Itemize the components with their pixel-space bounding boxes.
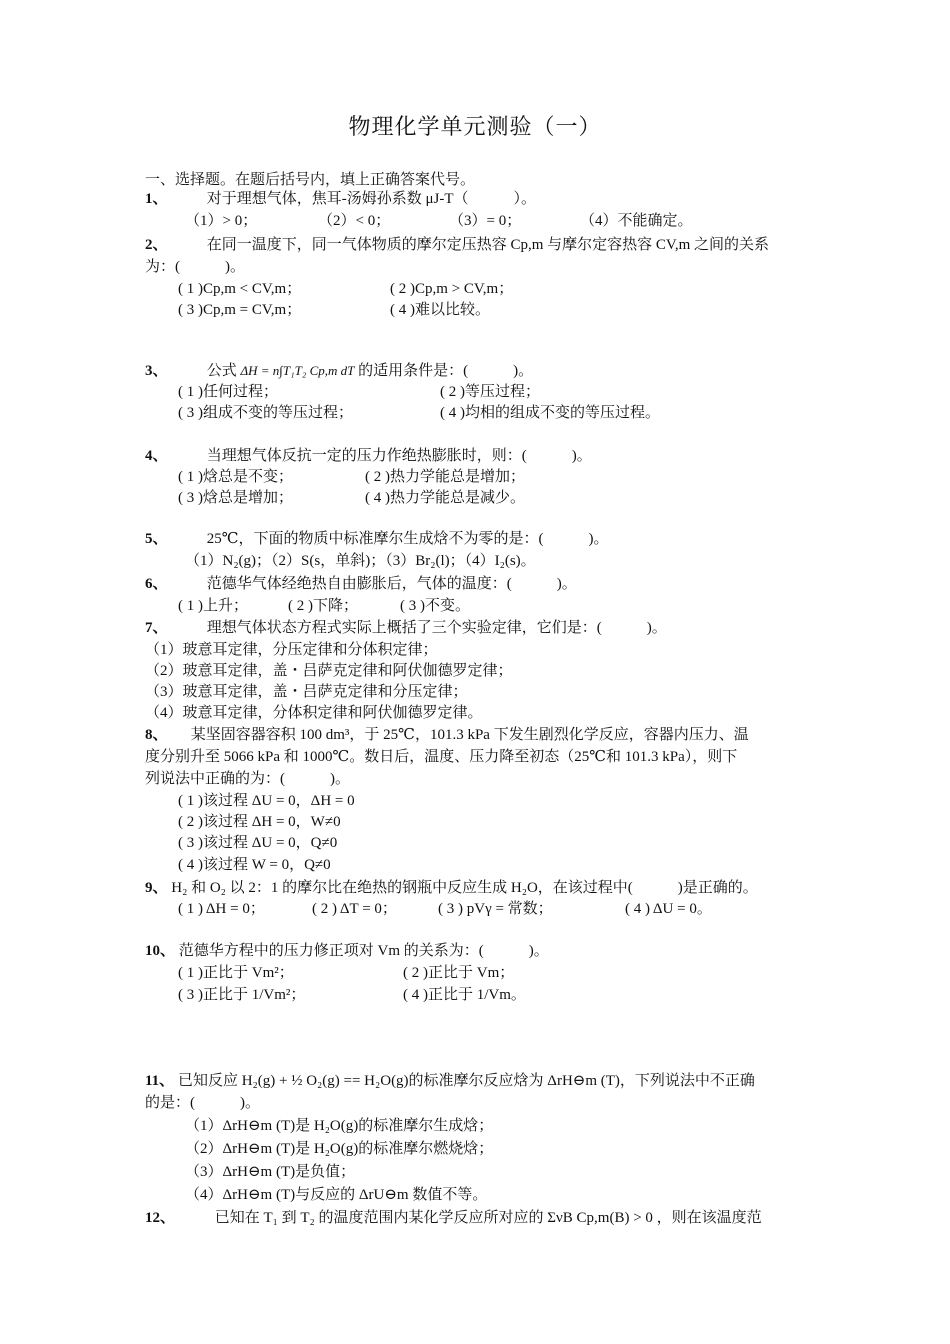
q4-option-1: ( 1 )焓总是不变； (178, 469, 293, 485)
section-heading: 一、选择题。在题后括号内，填上正确答案代号。 (145, 172, 476, 188)
q4-option-2: ( 2 )热力学能总是增加； (365, 469, 525, 485)
question-3 (145, 360, 815, 382)
q7-option-4: （4）玻意耳定律，分体积定律和阿伏伽德罗定律。 (145, 705, 483, 721)
question-text: 当理想气体反抗一定的压力作绝热膨胀时，则：( )。 (206, 448, 592, 464)
q7-option-2: （2）玻意耳定律，盖・吕萨克定律和阿伏伽德罗定律； (145, 663, 513, 679)
enthalpy-integral-formula: ΔH = n∫T₁T₂ Cp,m dT (240, 363, 355, 378)
question-1 (145, 188, 815, 210)
q11-option-2: （2）ΔrH⊖m (T)是 H₂O(g)的标准摩尔燃烧焓； (185, 1141, 494, 1157)
question-12 (145, 1207, 815, 1229)
question-number: 12、 (145, 1210, 176, 1226)
q6-option-1: ( 1 )上升； (178, 598, 248, 614)
q6-option-3: ( 3 )不变。 (400, 598, 470, 614)
question-number: 2、 (145, 237, 168, 253)
q2-option-1: ( 1 )Cp,m < CV,m； (178, 281, 302, 297)
q1-option-2: （2）< 0； (318, 213, 391, 229)
question-number: 4、 (145, 448, 168, 464)
question-text: 范德华方程中的压力修正项对 Vm 的关系为：( )。 (178, 943, 549, 959)
q1-option-1: （1）> 0； (185, 213, 258, 229)
q9-option-3: ( 3 ) pVγ = 常数； (438, 901, 553, 917)
question-text-line-1: 已知反应 H₂(g) + ½ O₂(g) == H₂O(g)的标准摩尔反应焓为 ΔrH⊖m (T)，下列说法中不正确 (177, 1073, 755, 1089)
question-2 (145, 234, 815, 256)
question-text-suffix: 的适用条件是：( )。 (358, 363, 534, 379)
question-text: 已知在 T₁ 到 T₂ 的温度范围内某化学反应所对应的 ΣνB Cp,m(B) > 0 ，则在该温度范 (214, 1210, 762, 1226)
question-text-line-3: 列说法中正确的为：( )。 (145, 771, 350, 787)
q3-option-1: ( 1 )任何过程； (178, 384, 278, 400)
q4-option-4: ( 4 )热力学能总是减少。 (365, 490, 525, 506)
question-7 (145, 617, 815, 639)
q8-option-2: ( 2 )该过程 ΔH = 0，W≠0 (178, 814, 341, 830)
question-number: 10、 (145, 943, 176, 959)
question-text: 对于理想气体，焦耳-汤姆孙系数 μJ-T（ ）。 (206, 191, 537, 207)
q11-option-1: （1）ΔrH⊖m (T)是 H₂O(g)的标准摩尔生成焓； (185, 1118, 494, 1134)
question-8-line-2 (145, 746, 815, 768)
question-text-prefix: 公式 (206, 363, 237, 379)
question-text-line-1: 某坚固容器容积 100 dm³，于 25℃，101.3 kPa 下发生剧烈化学反应，容器内压力、温 (190, 727, 749, 743)
q10-option-3: ( 3 )正比于 1/Vm²； (178, 987, 306, 1003)
q3-option-2: ( 2 )等压过程； (440, 384, 540, 400)
question-number: 3、 (145, 363, 168, 379)
question-text-line-1: 在同一温度下，同一气体物质的摩尔定压热容 Cp,m 与摩尔定容热容 CV,m 之间的关系 (206, 237, 769, 253)
q8-option-3: ( 3 )该过程 ΔU = 0，Q≠0 (178, 835, 338, 851)
q4-option-3: ( 3 )焓总是增加； (178, 490, 293, 506)
q5-options: （1）N₂(g)；（2）S(s，单斜)；（3）Br₂(l)；（4）I₂(s)。 (185, 553, 536, 569)
question-number: 6、 (145, 576, 168, 592)
question-number: 7、 (145, 620, 168, 636)
question-text: 理想气体状态方程式实际上概括了三个实验定律，它们是：( )。 (206, 620, 667, 636)
question-text-line-2: 为：( )。 (145, 259, 245, 275)
q8-option-4: ( 4 )该过程 W = 0，Q≠0 (178, 857, 331, 873)
question-number: 1、 (145, 191, 168, 207)
q7-option-1: （1）玻意耳定律，分压定律和分体积定律； (145, 642, 438, 658)
q11-option-4: （4）ΔrH⊖m (T)与反应的 ΔrU⊖m 数值不等。 (185, 1187, 488, 1203)
q10-option-2: ( 2 )正比于 Vm； (403, 965, 515, 981)
question-text-line-2: 度分别升至 5066 kPa 和 1000℃。数日后，温度、压力降至初态（25℃和 101.3 kPa），则下 (145, 749, 738, 765)
q1-option-3: （3）= 0； (449, 213, 522, 229)
question-6 (145, 573, 815, 595)
q9-option-2: ( 2 ) ΔT = 0； (312, 901, 397, 917)
question-text-line-2: 的是：( )。 (145, 1095, 260, 1111)
question-4 (145, 445, 815, 467)
q9-option-1: ( 1 ) ΔH = 0； (178, 901, 265, 917)
q10-option-1: ( 1 )正比于 Vm²； (178, 965, 294, 981)
question-10 (145, 940, 815, 962)
question-2-cont (145, 256, 815, 278)
q2-option-4: ( 4 )难以比较。 (390, 302, 490, 318)
question-text: 范德华气体经绝热自由膨胀后，气体的温度：( )。 (206, 576, 577, 592)
question-number: 9、 (145, 880, 168, 896)
question-11-line-2 (145, 1092, 815, 1114)
q6-option-2: ( 2 )下降； (288, 598, 358, 614)
q1-option-4: （4）不能确定。 (580, 213, 693, 229)
q3-option-4: ( 4 )均相的组成不变的等压过程。 (440, 405, 660, 421)
q9-option-4: ( 4 ) ΔU = 0。 (625, 901, 712, 917)
q7-option-3: （3）玻意耳定律，盖・吕萨克定律和分压定律； (145, 684, 468, 700)
question-text: H₂ 和 O₂ 以 2：1 的摩尔比在绝热的钢瓶中反应生成 H₂O，在该过程中( )是正确的。 (171, 880, 758, 896)
page-title: 物理化学单元测验（一） (348, 114, 602, 139)
q2-option-2: ( 2 )Cp,m > CV,m； (390, 281, 514, 297)
question-number: 8、 (145, 727, 168, 743)
q11-option-3: （3）ΔrH⊖m (T)是负值； (185, 1164, 356, 1180)
q2-option-3: ( 3 )Cp,m = CV,m； (178, 302, 302, 318)
question-text: 25℃，下面的物质中标准摩尔生成焓不为零的是：( )。 (206, 531, 609, 547)
q8-option-1: ( 1 )该过程 ΔU = 0，ΔH = 0 (178, 793, 355, 809)
question-9 (145, 877, 825, 899)
question-5 (145, 528, 815, 550)
question-8 (145, 724, 815, 746)
question-number: 5、 (145, 531, 168, 547)
q3-option-3: ( 3 )组成不变的等压过程； (178, 405, 353, 421)
question-8-line-3 (145, 768, 815, 790)
q10-option-4: ( 4 )正比于 1/Vm。 (403, 987, 526, 1003)
question-11 (145, 1070, 815, 1092)
question-number: 11、 (145, 1073, 175, 1089)
